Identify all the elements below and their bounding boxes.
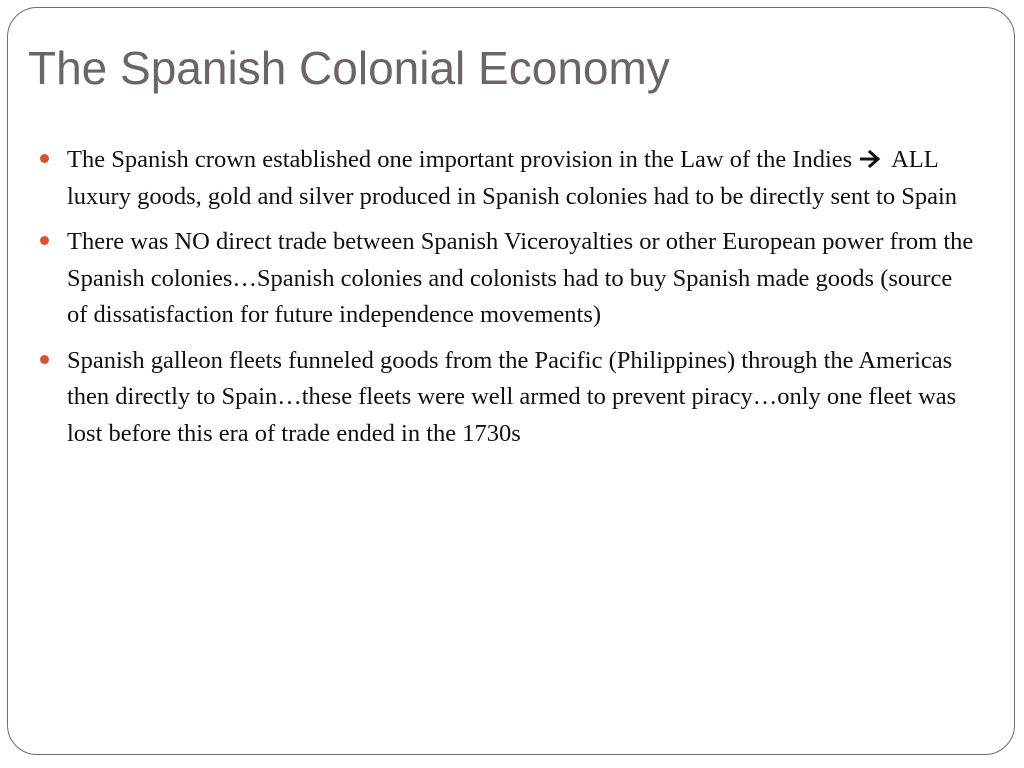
bullet-item: [40, 224, 975, 334]
bullet-dot-icon: [40, 154, 49, 163]
bullet-item: [40, 343, 975, 453]
bullet-text: The Spanish crown established one important provision in the Law of the Indies: [67, 146, 853, 173]
bullet-dot-icon: [40, 236, 49, 245]
slide-title: The Spanish Colonial Economy: [28, 42, 670, 94]
bullet-list: [40, 142, 975, 461]
right-arrow-icon: [860, 149, 882, 169]
bullet-text: There was NO direct trade between Spanish Viceroyalties or other European power from the Spanish colonies…Spanish colonies and colonists had to buy Spanish made goods (source of dissatisfaction for future independence movements): [67, 228, 974, 328]
bullet-item: [40, 142, 975, 215]
bullet-text: Spanish galleon fleets funneled goods from the Pacific (Philippines) through the Americas then directly to Spain…these fleets were well armed to prevent piracy…only one fleet was lost before this era of trade ended in the 1730s: [67, 346, 957, 447]
bullet-dot-icon: [40, 355, 49, 364]
bullet-text: ALL luxury goods, gold and silver produced in Spanish colonies had to be directly sent to Spain: [67, 146, 958, 210]
